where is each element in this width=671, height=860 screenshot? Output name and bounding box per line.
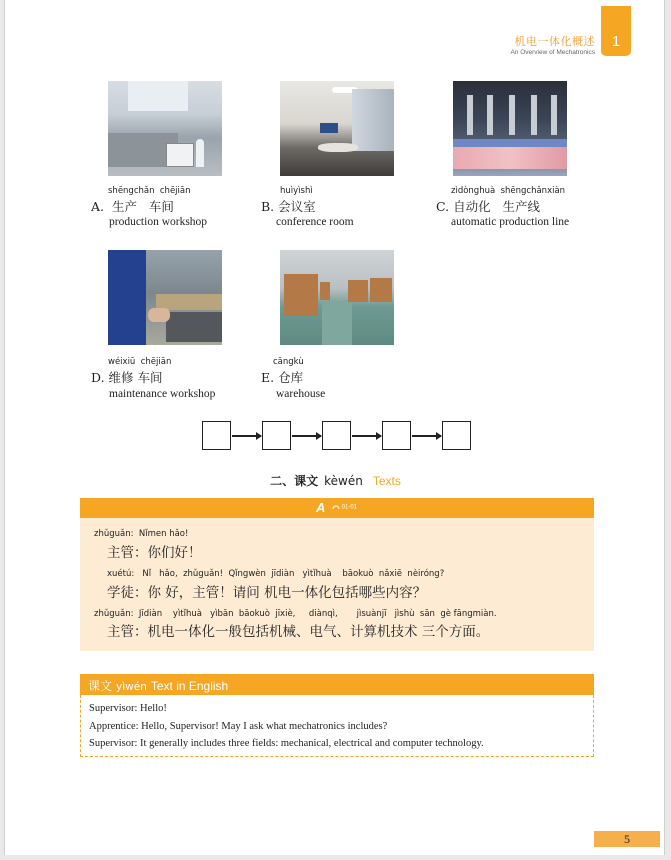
translation-title — [88, 677, 228, 694]
dialogue-box — [80, 498, 594, 651]
dialogue-line-1-pinyin: zhǔguǎn: Nǐmen hǎo! — [94, 529, 189, 539]
maintenance-workshop-photo — [108, 250, 222, 345]
chapter-number-tab: 1 — [601, 6, 631, 56]
option-d-pinyin: wéixiū chējiān — [108, 357, 172, 367]
section-title-english: Texts — [372, 474, 401, 488]
option-b-label: B. 会议室 — [261, 199, 316, 214]
audio-track-icon[interactable] — [332, 503, 357, 511]
option-a-label: A. 生产 车间 — [91, 199, 174, 214]
option-c-pinyin: zìdònghuà shēngchǎnxiàn — [451, 186, 566, 196]
dialogue-line-3-chinese: 主管：机电一体化一般包括机械、电气、计算机技术 三个方面。 — [107, 624, 490, 640]
page-number: 5 — [594, 831, 660, 847]
translation-line-3: Supervisor: It generally includes three fields: mechanical, electrical and computer technology. — [89, 738, 484, 749]
dialogue-line-1-chinese: 主管：你们好！ — [107, 545, 202, 561]
sequence-answer-box-2[interactable] — [262, 421, 291, 450]
automatic-production-line-photo — [453, 81, 567, 176]
option-a-pinyin: shēngchǎn chējiān — [108, 186, 191, 196]
option-c-english: automatic production line — [451, 216, 570, 228]
sequence-arrow — [352, 435, 381, 437]
section-title-chinese: 二、课文 — [270, 474, 319, 488]
option-b-pinyin: huìyìshì — [280, 186, 313, 196]
textbook-page — [4, 0, 665, 855]
option-d-english: maintenance workshop — [109, 388, 216, 400]
sequence-answer-box-3[interactable] — [322, 421, 351, 450]
translation-line-1: Supervisor: Hello! — [89, 703, 167, 714]
option-b-english: conference room — [276, 216, 354, 228]
translation-title-english: Text in English — [150, 679, 229, 693]
dialogue-line-3-pinyin: zhǔguǎn: Jīdiàn yìtǐhuà yìbān bāokuò jīxiè, diànqì, jìsuànjī jìshù sān gè fāngmiàn. — [94, 609, 497, 619]
option-d-label: D. 维修 车间 — [91, 370, 163, 385]
warehouse-photo — [280, 250, 394, 345]
option-a-english: production workshop — [109, 216, 208, 228]
section-heading — [5, 472, 666, 489]
sequence-arrow — [292, 435, 321, 437]
option-e-label: E. 仓库 — [261, 370, 304, 385]
translation-box — [80, 695, 594, 757]
chapter-title: 机电一体化概述 — [514, 35, 595, 48]
audio-wave-icon — [332, 503, 340, 511]
translation-line-2: Apprentice: Hello, Supervisor! May I ask what mechatronics includes? — [89, 721, 388, 732]
option-e-pinyin: cāngkù — [273, 357, 304, 367]
production-workshop-photo — [108, 81, 222, 176]
translation-title-chinese: 课文 — [88, 679, 113, 693]
audio-track-number: 01-01 — [341, 504, 358, 511]
sequence-arrow — [412, 435, 441, 437]
sequence-answer-box-4[interactable] — [382, 421, 411, 450]
option-e-english: warehouse — [276, 388, 326, 400]
translation-title-pinyin: yìwén — [116, 681, 147, 693]
dialogue-header-bar — [80, 498, 594, 518]
dialogue-label: A — [316, 500, 326, 515]
sequence-answer-box-1[interactable] — [202, 421, 231, 450]
section-title-pinyin: kèwén — [324, 474, 363, 488]
conference-room-photo — [280, 81, 394, 176]
chapter-subtitle: An Overview of Mechatronics — [510, 49, 595, 56]
sequence-arrow — [232, 435, 261, 437]
sequence-answer-box-5[interactable] — [442, 421, 471, 450]
dialogue-line-2-chinese: 学徒：你 好，主管！请问 机电一体化包括哪些内容？ — [107, 585, 427, 601]
dialogue-line-2-pinyin: xuétú: Nǐ hǎo, zhǔguǎn! Qǐngwèn jīdiàn yìtǐhuà bāokuò nǎxiē nèiróng? — [107, 569, 445, 579]
option-c-label: C. 自动化 生产线 — [436, 199, 540, 214]
translation-header-bar — [80, 674, 594, 695]
